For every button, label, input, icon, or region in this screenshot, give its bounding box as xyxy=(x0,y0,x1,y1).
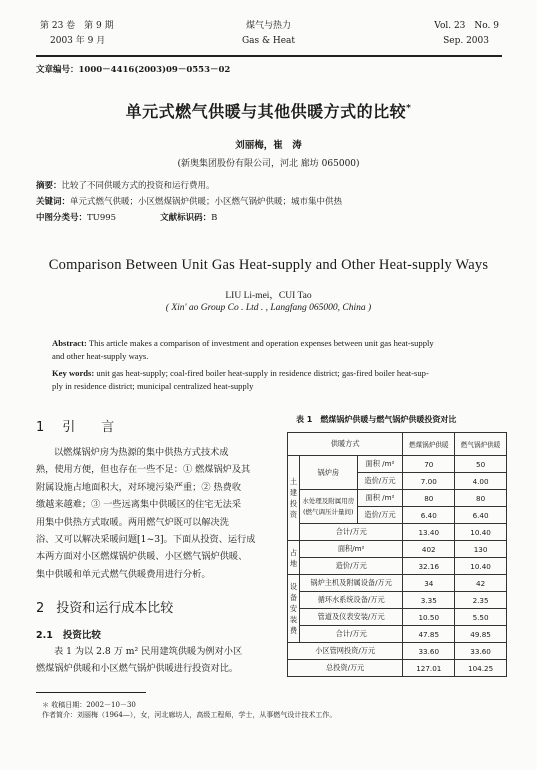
keywords-en-line2: ply in residence district; municipal centralized heat-supply xyxy=(52,381,254,391)
table-head-gas: 燃气锅炉供暖 xyxy=(455,433,507,456)
abstract-en-label: Abstract: xyxy=(52,338,87,348)
volume-issue: 第 23 卷 第 9 期 xyxy=(40,21,114,31)
section-1-line: 集中供暖和单元式燃气供暖费用进行分析。 xyxy=(36,568,211,580)
footnote xyxy=(42,700,512,720)
outdoor-network-label: 小区管网投资/万元 xyxy=(288,643,403,660)
table-cell: 34 xyxy=(403,575,455,592)
abstract-en-line2: and other heat-supply ways. xyxy=(52,351,149,361)
section-1-number: 1 xyxy=(36,420,45,435)
table-cell: 33.60 xyxy=(455,643,507,660)
volume-issue-en: Vol. 23 No. 9 xyxy=(434,21,499,31)
area-unit-label: 面积 /m² xyxy=(357,490,403,507)
table-cell: 13.40 xyxy=(403,524,455,541)
author-bio: 作者简介：刘丽梅（1964—），女，河北廊坊人，高级工程师，学士，从事燃气设计技术工作。 xyxy=(42,711,337,719)
table-cell: 32.16 xyxy=(403,558,455,575)
keywords-en-label: Key words: xyxy=(52,368,95,378)
table-cell: 10.50 xyxy=(403,609,455,626)
abstract-zh xyxy=(36,180,215,193)
table-cell: 5.50 xyxy=(455,609,507,626)
section-2-heading xyxy=(36,597,173,616)
land-cost-label: 造价/万元 xyxy=(299,558,402,575)
cost-unit-label: 造价/万元 xyxy=(357,473,403,490)
abstract-en xyxy=(52,337,508,363)
subtotal-label: 合计/万元 xyxy=(299,524,402,541)
table-1-caption: 表 1 燃煤锅炉供暖与燃气锅炉供暖投资对比 xyxy=(296,415,457,424)
table-row xyxy=(288,456,507,473)
section-1-line: 用集中供热方式取暖。两用燃气炉既可以解决洗 xyxy=(36,516,229,528)
affiliation-zh: (新奥集团股份有限公司，河北 廊坊 065000) xyxy=(177,159,360,169)
group-land: 占 地 xyxy=(288,541,300,575)
section-2-1-line: 燃煤锅炉供暖和小区燃气锅炉供暖进行投资对比。 xyxy=(36,663,239,675)
table-1 xyxy=(287,432,507,677)
section-2-1-number: 2.1 xyxy=(36,630,53,641)
clc-label: 中图分类号： xyxy=(36,213,88,223)
classification-line xyxy=(36,212,217,225)
keywords-zh-label: 关键词： xyxy=(36,197,71,207)
section-2-title: 投资和运行成本比较 xyxy=(56,601,174,616)
subtotal-label: 合计/万元 xyxy=(299,626,402,643)
table-cell: 80 xyxy=(403,490,455,507)
publication-date: 2003 年 9 月 xyxy=(50,36,106,46)
doc-code-value: B xyxy=(211,213,218,223)
circulation-equipment-label: 循环水系统设备/万元 xyxy=(299,592,402,609)
article-title-text: 单元式燃气供暖与其他供暖方式的比较 xyxy=(125,102,407,121)
header-rule xyxy=(36,55,502,57)
table-cell: 3.35 xyxy=(403,592,455,609)
title-footnote-mark: * xyxy=(406,103,412,114)
keywords-zh-text: 单元式燃气供暖；小区燃煤锅炉供暖；小区燃气锅炉供暖；城市集中供热 xyxy=(70,197,343,207)
publication-date-en: Sep. 2003 xyxy=(443,36,489,46)
received-date: ＊ 收稿日期：2002－10－30 xyxy=(42,701,136,709)
journal-title-zh: 煤气与热力 xyxy=(245,21,291,31)
section-1-line: 缴越来越难；③ 一些远离集中供暖区的住宅无法采 xyxy=(36,499,242,511)
section-1-line: 浴、又可以解决采暖问题[1~3]。下面从投资、运行成 xyxy=(36,534,256,546)
footnote-rule xyxy=(36,692,146,693)
table-row xyxy=(288,433,507,456)
table-cell: 130 xyxy=(455,541,507,558)
section-2-1-line: 表 1 为以 2.8 万 m² 民用建筑供暖为例对小区 xyxy=(54,646,243,657)
table-cell: 50 xyxy=(455,456,507,473)
boiler-equipment-label: 锅炉主机及附属设备/万元 xyxy=(299,575,402,592)
table-row xyxy=(288,558,507,575)
section-2-1-title: 投资比较 xyxy=(62,630,101,641)
abstract-zh-text: 比较了不同供暖方式的投资和运行费用。 xyxy=(61,181,215,191)
table-cell: 104.25 xyxy=(455,660,507,677)
table-cell: 47.85 xyxy=(403,626,455,643)
cost-unit-label: 造价/万元 xyxy=(357,507,403,524)
group-civil-investment: 土 建 投 资 xyxy=(288,456,300,541)
table-cell: 49.85 xyxy=(455,626,507,643)
section-2-1-heading xyxy=(36,627,101,641)
table-cell: 10.40 xyxy=(455,558,507,575)
section-2-number: 2 xyxy=(36,601,45,616)
group-equipment: 设 备 安 装 费 xyxy=(288,575,300,643)
journal-title-en: Gas & Heat xyxy=(241,36,296,46)
table-cell: 7.00 xyxy=(403,473,455,490)
table-cell: 42 xyxy=(455,575,507,592)
table-row xyxy=(288,660,507,677)
abstract-en-line1: This article makes a comparison of investment and operation expenses between unit gas heat-supply xyxy=(88,338,434,348)
table-cell: 4.00 xyxy=(455,473,507,490)
land-area-label: 面积/m² xyxy=(299,541,402,558)
doc-code-label: 文献标识码： xyxy=(160,213,212,223)
table-row xyxy=(288,541,507,558)
area-unit-label: 面积 /m² xyxy=(357,456,403,473)
abstract-zh-label: 摘要： xyxy=(36,181,62,191)
table-cell: 2.35 xyxy=(455,592,507,609)
table-cell: 10.40 xyxy=(455,524,507,541)
keywords-en xyxy=(52,367,508,393)
affiliation-en: ( Xin' ao Group Co . Ltd . , Langfang 065000, China ) xyxy=(165,303,372,313)
authors-en: LIU Li-mei，CUI Tao xyxy=(225,291,312,301)
table-head-coal: 燃煤锅炉供暖 xyxy=(403,433,455,456)
table-cell: 70 xyxy=(403,456,455,473)
section-2-1-body xyxy=(36,643,274,678)
section-1-line: 附属设施占地面积大，对环境污染严重；② 热费收 xyxy=(36,481,242,493)
table-row xyxy=(288,490,507,507)
section-1-line: 以燃煤锅炉房为热源的集中供热方式技术成 xyxy=(54,447,229,458)
table-cell: 402 xyxy=(403,541,455,558)
table-cell: 6.40 xyxy=(403,507,455,524)
section-1-line: 熟，使用方便，但也存在一些不足：① 燃煤锅炉及其 xyxy=(36,464,251,476)
article-number: 文章编号：1000－4416(2003)09－0553－02 xyxy=(36,65,231,75)
table-row xyxy=(288,524,507,541)
section-1-heading xyxy=(36,416,114,435)
table-head-item: 供暖方式 xyxy=(288,433,403,456)
table-row xyxy=(288,575,507,592)
water-treatment-label: 水处理及附属用房 (燃气调压计量间) xyxy=(299,490,357,524)
table-cell: 6.40 xyxy=(455,507,507,524)
section-1-body xyxy=(36,444,274,583)
authors-zh: 刘丽梅，崔 涛 xyxy=(235,140,302,151)
keywords-en-line1: unit gas heat-supply; coal-fired boiler heat-supply in residence district; gas-fired boiler heat-sup- xyxy=(96,368,429,378)
table-cell: 80 xyxy=(455,490,507,507)
table-cell: 127.01 xyxy=(403,660,455,677)
boiler-room-label: 锅炉房 xyxy=(299,456,357,490)
total-investment-label: 总投资/万元 xyxy=(288,660,403,677)
clc-value: TU995 xyxy=(87,213,117,223)
keywords-zh xyxy=(36,196,342,209)
section-1-line: 本两方面对小区燃煤锅炉供暖、小区燃气锅炉供暖、 xyxy=(36,551,248,563)
section-1-title: 引 言 xyxy=(62,420,115,435)
table-row xyxy=(288,592,507,609)
table-row xyxy=(288,609,507,626)
table-row xyxy=(288,626,507,643)
pipe-installation-label: 管道及仪表安装/万元 xyxy=(299,609,402,626)
table-row xyxy=(288,643,507,660)
article-title xyxy=(0,99,537,122)
article-title-en: Comparison Between Unit Gas Heat-supply and Other Heat-supply Ways xyxy=(48,257,489,273)
table-cell: 33.60 xyxy=(403,643,455,660)
